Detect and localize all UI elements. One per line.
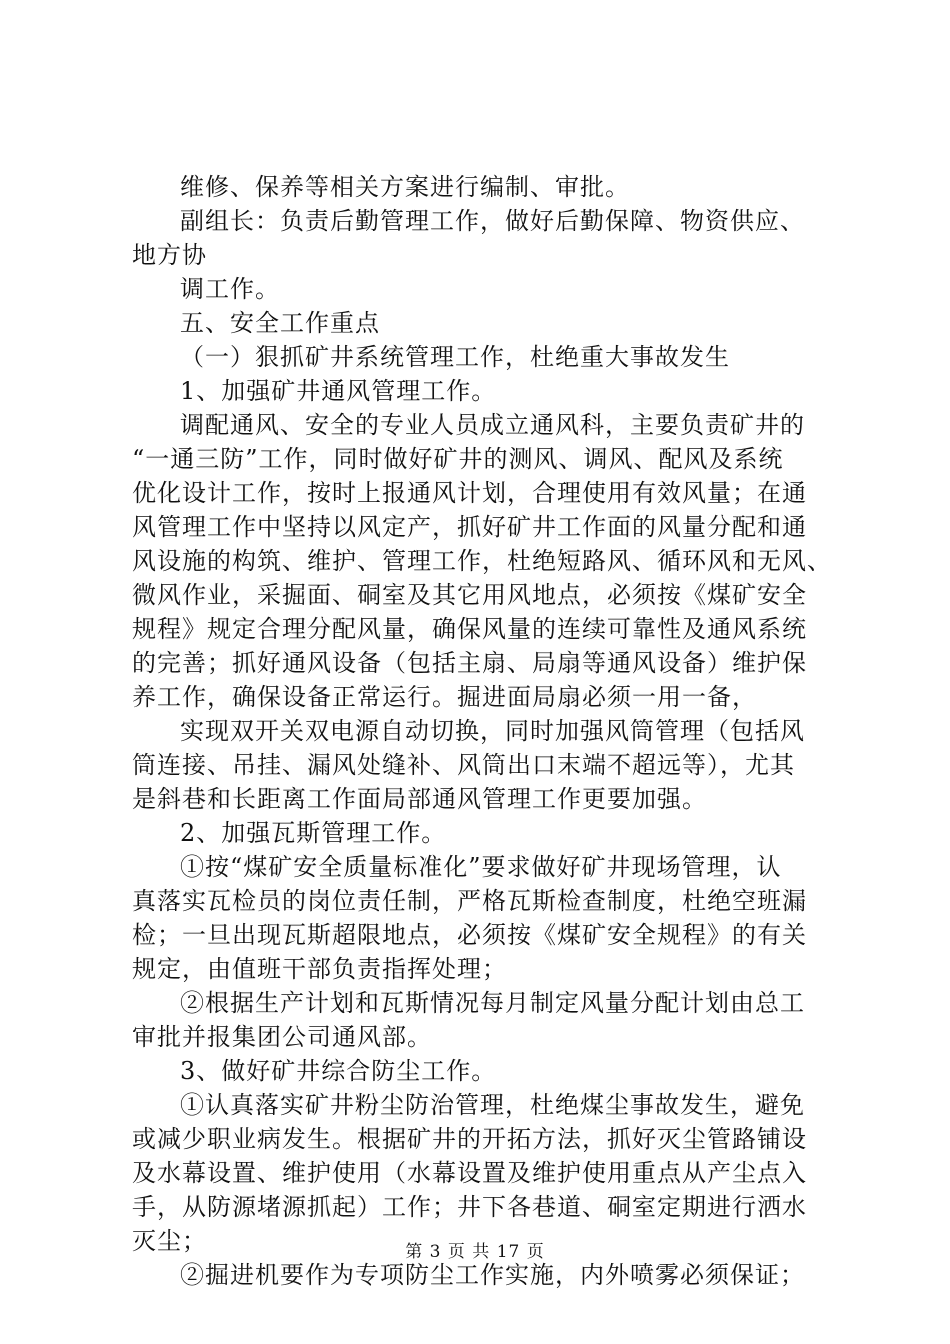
- text-line: ①认真落实矿井粉尘防治管理，杜绝煤尘事故发生，避免: [180, 1091, 805, 1119]
- text-line: 调工作。: [180, 275, 280, 303]
- text-line: 规程》规定合理分配风量，确保风量的连续可靠性及通风系统: [132, 615, 807, 643]
- text-line: 真落实瓦检员的岗位责任制，严格瓦斯检查制度，杜绝空班漏: [132, 887, 807, 915]
- text-line: 审批并报集团公司通风部。: [132, 1023, 432, 1051]
- text-line: 的完善；抓好通风设备（包括主扇、局扇等通风设备）维护保: [132, 649, 807, 677]
- text-line: 1、加强矿井通风管理工作。: [180, 377, 497, 405]
- text-line: 规定，由值班干部负责指挥处理；: [132, 955, 507, 983]
- text-line: 调配通风、安全的专业人员成立通风科，主要负责矿井的: [180, 411, 805, 439]
- text-line: 检；一旦出现瓦斯超限地点，必须按《煤矿安全规程》的有关: [132, 921, 807, 949]
- text-line: 优化设计工作，按时上报通风计划，合理使用有效风量；在通: [132, 479, 807, 507]
- text-line: 是斜巷和长距离工作面局部通风管理工作更要加强。: [132, 785, 707, 813]
- text-line: 3、做好矿井综合防尘工作。: [180, 1057, 497, 1085]
- text-line: 地方协: [132, 241, 207, 269]
- text-line: 及水幕设置、维护使用（水幕设置及维护使用重点从产尘点入: [132, 1159, 807, 1187]
- page-footer: 第 3 页 共 17 页: [405, 1242, 545, 1262]
- document-body: [132, 170, 832, 1292]
- text-line: ②掘进机要作为专项防尘工作实施，内外喷雾必须保证；: [180, 1261, 805, 1289]
- text-line: 手，从防源堵源抓起）工作；井下各巷道、硐室定期进行洒水: [132, 1193, 807, 1221]
- text-line: ②根据生产计划和瓦斯情况每月制定风量分配计划由总工: [180, 989, 805, 1017]
- text-line: 灭尘；: [132, 1227, 207, 1255]
- text-line: 实现双开关双电源自动切换，同时加强风筒管理（包括风: [180, 717, 805, 745]
- text-line: “一通三防”工作，同时做好矿井的测风、调风、配风及系统: [132, 445, 784, 473]
- text-line: 2、加强瓦斯管理工作。: [180, 819, 447, 847]
- text-line: 养工作，确保设备正常运行。掘进面局扇必须一用一备，: [132, 683, 757, 711]
- text-line: 或减少职业病发生。根据矿井的开拓方法，抓好灭尘管路铺设: [132, 1125, 807, 1153]
- text-line: ①按“煤矿安全质量标准化”要求做好矿井现场管理，认: [180, 853, 782, 881]
- text-line: 风管理工作中坚持以风定产，抓好矿井工作面的风量分配和通: [132, 513, 807, 541]
- text-line: 副组长：负责后勤管理工作，做好后勤保障、物资供应、: [180, 207, 805, 235]
- text-line: （一）狠抓矿井系统管理工作，杜绝重大事故发生: [180, 343, 730, 371]
- text-line: 微风作业，采掘面、硐室及其它用风地点，必须按《煤矿安全: [132, 581, 807, 609]
- text-line: 筒连接、吊挂、漏风处缝补、风筒出口末端不超远等），尤其: [132, 751, 795, 779]
- text-line: 维修、保养等相关方案进行编制、审批。: [180, 173, 630, 201]
- text-line: 五、安全工作重点: [180, 309, 380, 337]
- text-line: 风设施的构筑、维护、管理工作，杜绝短路风、循环风和无风、: [132, 547, 832, 575]
